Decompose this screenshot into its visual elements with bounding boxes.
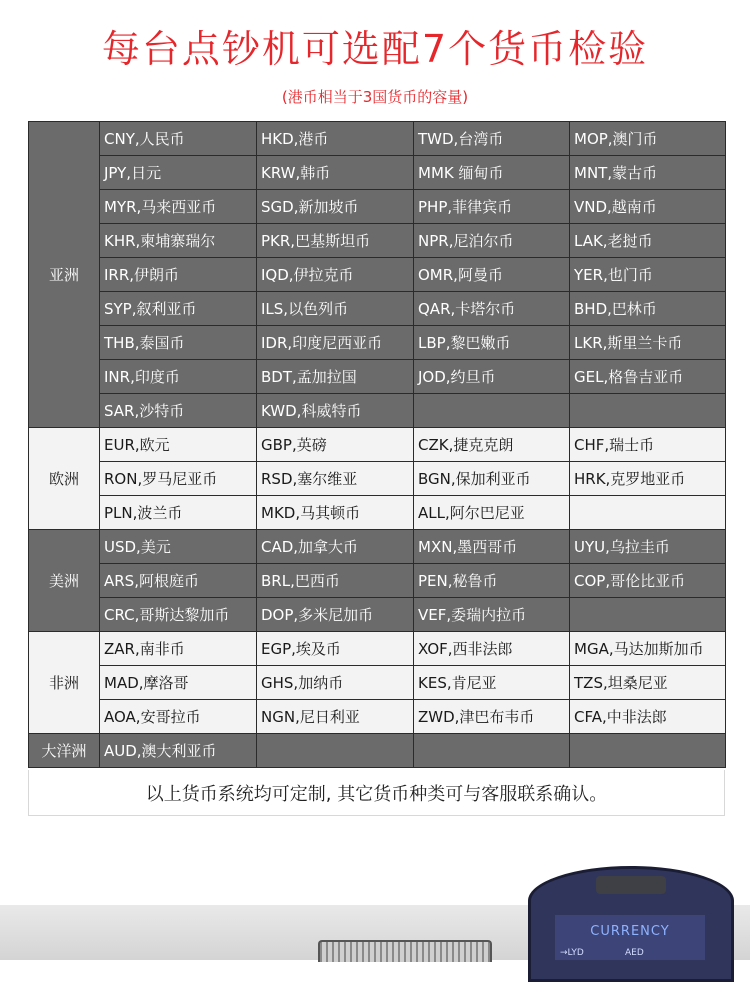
- currency-cell: ARS,阿根庭币: [100, 564, 257, 598]
- currency-cell: [414, 734, 570, 768]
- currency-cell: QAR,卡塔尔币: [414, 292, 570, 326]
- currency-cell: THB,泰国币: [100, 326, 257, 360]
- currency-cell: LKR,斯里兰卡币: [570, 326, 726, 360]
- currency-cell: OMR,阿曼币: [414, 258, 570, 292]
- table-row: [29, 224, 726, 258]
- currency-cell: KRW,韩币: [257, 156, 414, 190]
- currency-cell: IDR,印度尼西亚币: [257, 326, 414, 360]
- currency-cell: LAK,老挝币: [570, 224, 726, 258]
- table-row: [29, 666, 726, 700]
- currency-cell: SAR,沙特币: [100, 394, 257, 428]
- page-subtitle: (港币相当于3国货币的容量): [281, 88, 469, 106]
- currency-cell: COP,哥伦比亚币: [570, 564, 726, 598]
- currency-cell: BHD,巴林币: [570, 292, 726, 326]
- currency-cell: GHS,加纳币: [257, 666, 414, 700]
- currency-cell: USD,美元: [100, 530, 257, 564]
- machine-hopper-image: [318, 940, 492, 962]
- footer-note: 以上货币系统均可定制, 其它货币种类可与客服联系确认。: [28, 770, 725, 816]
- currency-table-body: [29, 122, 726, 768]
- currency-cell: AOA,安哥拉币: [100, 700, 257, 734]
- machine-sensor-image: [596, 876, 666, 894]
- currency-cell: TWD,台湾币: [414, 122, 570, 156]
- currency-cell: [414, 394, 570, 428]
- currency-cell: IRR,伊朗币: [100, 258, 257, 292]
- currency-cell: CAD,加拿大币: [257, 530, 414, 564]
- table-row: [29, 734, 726, 768]
- currency-cell: DOP,多米尼加币: [257, 598, 414, 632]
- table-row: [29, 326, 726, 360]
- table-row: [29, 190, 726, 224]
- display-small-text-right: AED: [625, 948, 644, 958]
- currency-cell: PKR,巴基斯坦币: [257, 224, 414, 258]
- currency-cell: MAD,摩洛哥: [100, 666, 257, 700]
- currency-cell: PLN,波兰币: [100, 496, 257, 530]
- display-currency-label: CURRENCY: [590, 924, 670, 939]
- currency-cell: CRC,哥斯达黎加币: [100, 598, 257, 632]
- table-row: [29, 700, 726, 734]
- currency-cell: MGA,马达加斯加币: [570, 632, 726, 666]
- table-row: [29, 530, 726, 564]
- currency-cell: VEF,委瑞内拉币: [414, 598, 570, 632]
- currency-cell: IQD,伊拉克币: [257, 258, 414, 292]
- currency-cell: XOF,西非法郎: [414, 632, 570, 666]
- currency-cell: ZAR,南非币: [100, 632, 257, 666]
- currency-cell: LBP,黎巴嫩币: [414, 326, 570, 360]
- currency-cell: BDT,孟加拉国: [257, 360, 414, 394]
- currency-cell: GBP,英磅: [257, 428, 414, 462]
- table-row: [29, 394, 726, 428]
- currency-cell: MKD,马其顿币: [257, 496, 414, 530]
- table-row: [29, 462, 726, 496]
- region-cell: 欧洲: [29, 428, 100, 530]
- currency-cell: YER,也门币: [570, 258, 726, 292]
- table-row: [29, 632, 726, 666]
- display-small-text-left: →LYD: [560, 948, 584, 958]
- currency-cell: PHP,菲律宾币: [414, 190, 570, 224]
- currency-cell: JOD,约旦币: [414, 360, 570, 394]
- currency-cell: INR,印度币: [100, 360, 257, 394]
- region-cell: 非洲: [29, 632, 100, 734]
- currency-cell: KHR,柬埔寨瑞尔: [100, 224, 257, 258]
- region-cell: 美洲: [29, 530, 100, 632]
- currency-cell: ALL,阿尔巴尼亚: [414, 496, 570, 530]
- currency-cell: UYU,乌拉圭币: [570, 530, 726, 564]
- currency-cell: SYP,叙利亚币: [100, 292, 257, 326]
- currency-cell: [570, 394, 726, 428]
- currency-cell: MXN,墨西哥币: [414, 530, 570, 564]
- table-row: [29, 598, 726, 632]
- currency-cell: BRL,巴西币: [257, 564, 414, 598]
- currency-cell: SGD,新加坡币: [257, 190, 414, 224]
- currency-cell: KES,肯尼亚: [414, 666, 570, 700]
- currency-cell: ZWD,津巴布韦币: [414, 700, 570, 734]
- region-cell: 亚洲: [29, 122, 100, 428]
- currency-cell: BGN,保加利亚币: [414, 462, 570, 496]
- currency-cell: NPR,尼泊尔币: [414, 224, 570, 258]
- table-row: [29, 564, 726, 598]
- table-row: [29, 156, 726, 190]
- currency-cell: NGN,尼日利亚: [257, 700, 414, 734]
- currency-cell: MOP,澳门币: [570, 122, 726, 156]
- currency-cell: EUR,欧元: [100, 428, 257, 462]
- currency-cell: CHF,瑞士币: [570, 428, 726, 462]
- currency-cell: JPY,日元: [100, 156, 257, 190]
- currency-cell: RSD,塞尔维亚: [257, 462, 414, 496]
- currency-cell: HKD,港币: [257, 122, 414, 156]
- table-row: [29, 428, 726, 462]
- table-row: [29, 258, 726, 292]
- currency-cell: PEN,秘鲁币: [414, 564, 570, 598]
- page-title: 每台点钞机可选配7个货币检验: [101, 27, 649, 71]
- currency-cell: [570, 598, 726, 632]
- currency-cell: [570, 734, 726, 768]
- currency-cell: GEL,格鲁吉亚币: [570, 360, 726, 394]
- currency-cell: TZS,坦桑尼亚: [570, 666, 726, 700]
- table-row: [29, 496, 726, 530]
- currency-cell: EGP,埃及币: [257, 632, 414, 666]
- currency-cell: KWD,科威特币: [257, 394, 414, 428]
- region-cell: 大洋洲: [29, 734, 100, 768]
- currency-cell: MYR,马来西亚币: [100, 190, 257, 224]
- currency-cell: MNT,蒙古币: [570, 156, 726, 190]
- currency-cell: HRK,克罗地亚币: [570, 462, 726, 496]
- currency-cell: [570, 496, 726, 530]
- currency-cell: MMK 缅甸币: [414, 156, 570, 190]
- currency-cell: CZK,捷克克朗: [414, 428, 570, 462]
- currency-cell: ILS,以色列币: [257, 292, 414, 326]
- currency-cell: VND,越南币: [570, 190, 726, 224]
- currency-cell: CFA,中非法郎: [570, 700, 726, 734]
- currency-table: [28, 121, 726, 768]
- currency-cell: [257, 734, 414, 768]
- currency-table-container: [28, 121, 725, 768]
- currency-cell: AUD,澳大利亚币: [100, 734, 257, 768]
- table-row: [29, 360, 726, 394]
- table-row: [29, 292, 726, 326]
- currency-cell: CNY,人民币: [100, 122, 257, 156]
- currency-cell: RON,罗马尼亚币: [100, 462, 257, 496]
- table-row: [29, 122, 726, 156]
